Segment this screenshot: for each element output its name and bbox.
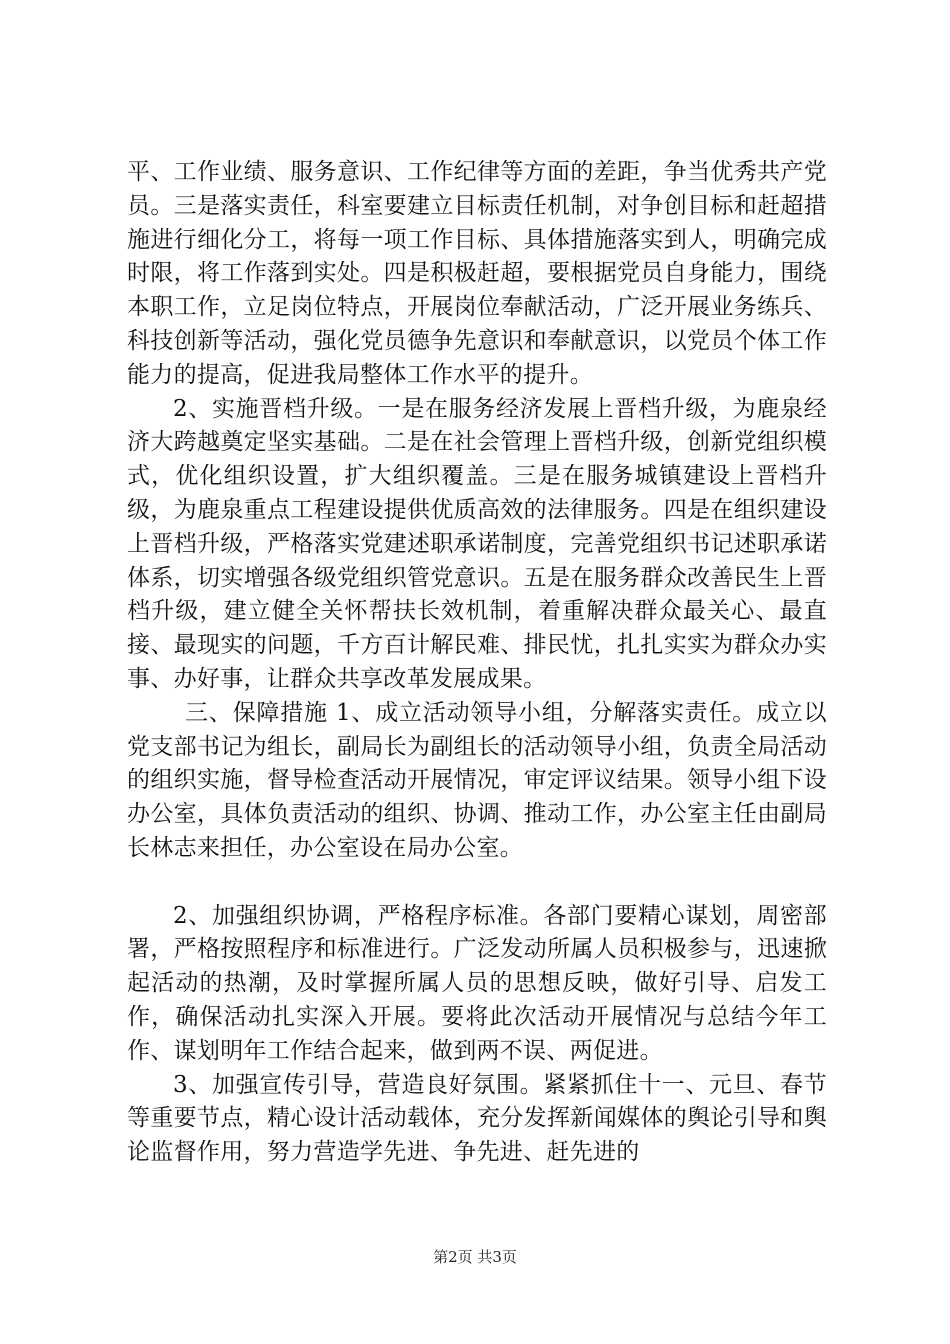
paragraph-section-2: 2、实施晋档升级。一是在服务经济发展上晋档升级，为鹿泉经济大跨越奠定坚实基础。二是在社会管理上晋档升级，创新党组织模式，优化组织设置，扩大组织覆盖。三是在服务城镇建设上晋档升级，为鹿泉重点工程建设提供优质高效的法律服务。四是在组织建设上晋档升级，严格落实党建述职承诺制度，完善党组织书记述职承诺体系，切实增强各级党组织管党意识。五是在服务群众改善民生上晋档升级，建立健全关怀帮扶长效机制，着重解决群众最关心、最直接、最现实的问题，千方百计解民难、排民忧，扎扎实实为群众办实事、办好事，让群众共享改革发展成果。 <box>127 395 827 692</box>
paragraph-section-3-3: 3、加强宣传引导，营造良好氛围。紧紧抓住十一、元旦、春节等重要节点，精心设计活动载体，充分发挥新闻媒体的舆论引导和舆论监督作用，努力营造学先进、争先进、赶先进的 <box>127 1071 827 1166</box>
paragraph-section-3-1: 三、保障措施 1、成立活动领导小组，分解落实责任。成立以党支部书记为组长，副局长为副组长的活动领导小组，负责全局活动的组织实施，督导检查活动开展情况，审定评议结果。领导小组下设办公室，具体负责活动的组织、协调、推动工作，办公室主任由副局长林志来担任，办公室设在局办公室。 <box>127 699 827 861</box>
paragraph-continuation: 平、工作业绩、服务意识、工作纪律等方面的差距，争当优秀共产党员。三是落实责任，科室要建立目标责任机制，对争创目标和赶超措施进行细化分工，将每一项工作目标、具体措施落实到人，明确完成时限，将工作落到实处。四是积极赶超，要根据党员自身能力，围绕本职工作，立足岗位特点，开展岗位奉献活动，广泛开展业务练兵、科技创新等活动，强化党员德争先意识和奉献意识，以党员个体工作能力的提高，促进我局整体工作水平的提升。 <box>127 159 827 388</box>
document-body <box>127 156 827 1170</box>
page-number-footer: 第2页 共3页 <box>433 1248 517 1266</box>
paragraph-section-3-2: 2、加强组织协调，严格程序标准。各部门要精心谋划，周密部署，严格按照程序和标准进行。广泛发动所属人员积极参与，迅速掀起活动的热潮，及时掌握所属人员的思想反映，做好引导、启发工作，确保活动扎实深入开展。要将此次活动开展情况与总结今年工作、谋划明年工作结合起来，做到两不误、两促进。 <box>127 902 827 1064</box>
